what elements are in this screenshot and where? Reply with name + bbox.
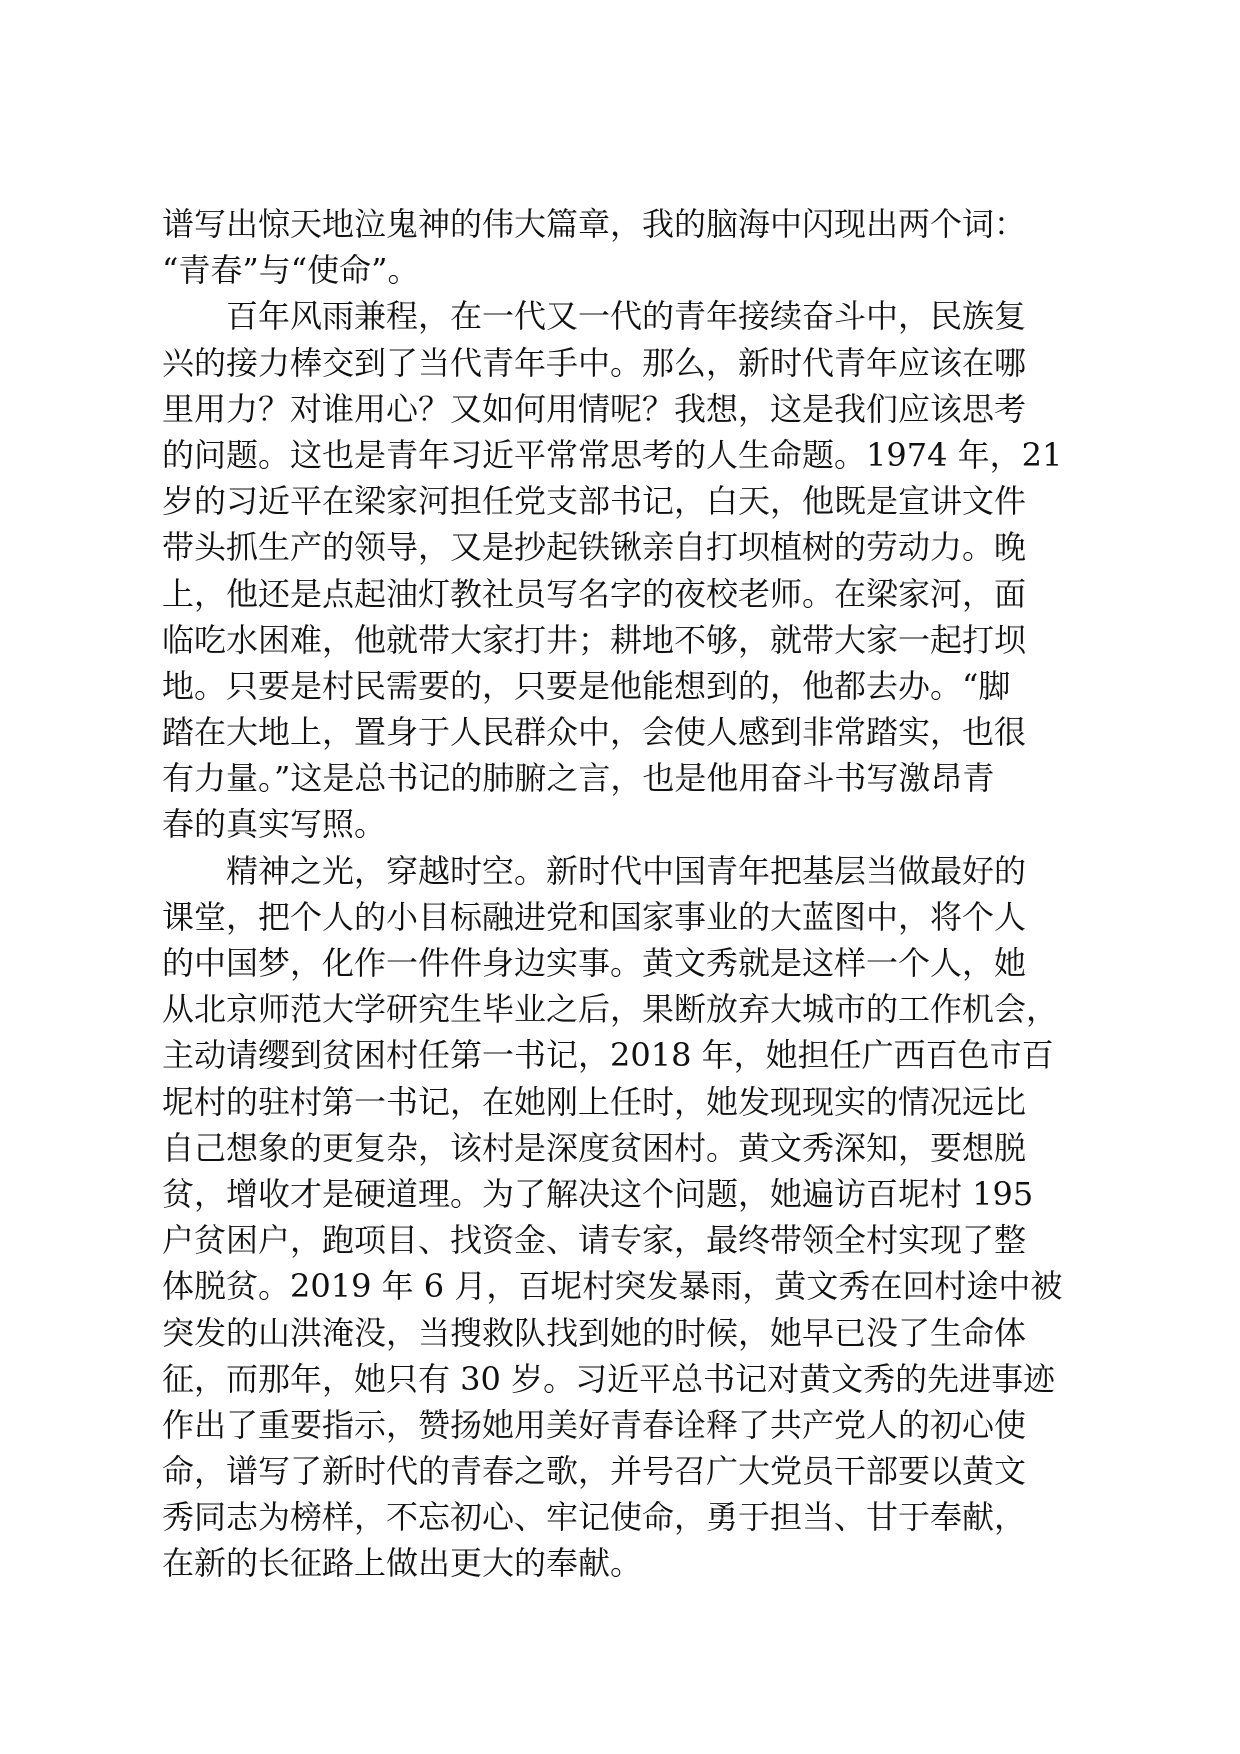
text-line: 的问题。这也是青年习近平常常思考的人生命题。1974 年，21: [162, 435, 1063, 474]
text-line: 里用力？对谁用心？又如何用情呢？我想，这是我们应该思考: [162, 389, 1027, 428]
text-line: 踏在大地上，置身于人民群众中，会使人感到非常踏实，也很: [162, 713, 1027, 752]
text-line: 自己想象的更复杂，该村是深度贫困村。黄文秀深知，要想脱: [162, 1128, 1027, 1167]
text-line: 春的真实写照。: [162, 805, 387, 844]
paragraph-first-line: 百年风雨兼程，在一代又一代的青年接续奋斗中，民族复: [226, 297, 1027, 336]
text-line: 在新的长征路上做出更大的奉献。: [162, 1544, 643, 1583]
text-line: 贫，增收才是硬道理。为了解决这个问题，她遍访百坭村 195: [162, 1174, 1034, 1213]
text-line: 突发的山洪淹没，当搜救队找到她的时候，她早已没了生命体: [162, 1313, 1027, 1352]
text-line: 坭村的驻村第一书记，在她刚上任时，她发现现实的情况远比: [162, 1082, 1027, 1121]
text-line: 临吃水困难，他就带大家打井；耕地不够，就带大家一起打坝: [162, 620, 1027, 659]
text-line: 带头抓生产的领导，又是抄起铁锹亲自打坝植树的劳动力。晚: [162, 528, 1027, 567]
text-line: 主动请缨到贫困村任第一书记，2018 年，她担任广西百色市百: [162, 1036, 1054, 1075]
text-line: 谱写出惊天地泣鬼神的伟大篇章，我的脑海中闪现出两个词：: [162, 205, 1027, 243]
text-line: 岁的习近平在梁家河担任党支部书记，白天，他既是宣讲文件: [162, 482, 1027, 521]
text-line: 课堂，把个人的小目标融进党和国家事业的大蓝图中，将个人: [162, 897, 1027, 936]
text-line: 兴的接力棒交到了当代青年手中。那么，新时代青年应该在哪: [162, 343, 1027, 382]
text-line: 秀同志为榜样，不忘初心、牢记使命，勇于担当、甘于奉献，: [162, 1498, 1027, 1537]
text-line: 有力量。”这是总书记的肺腑之言，也是他用奋斗书写激昂青: [162, 759, 995, 798]
text-line: 上，他还是点起油灯教社员写名字的夜校老师。在梁家河，面: [162, 574, 1027, 613]
text-line: 命，谱写了新时代的青春之歌，并号召广大党员干部要以黄文: [162, 1452, 1027, 1491]
body-text: [162, 201, 1102, 1587]
text-line: “青春”与“使命”。: [162, 251, 420, 290]
text-line: 地。只要是村民需要的，只要是他能想到的，他都去办。“脚: [162, 666, 1011, 705]
text-line: 征，而那年，她只有 30 岁。习近平总书记对黄文秀的先进事迹: [162, 1359, 1056, 1398]
paragraph-first-line: 精神之光，穿越时空。新时代中国青年把基层当做最好的: [226, 851, 1027, 890]
text-line: 从北京师范大学研究生毕业之后，果断放弃大城市的工作机会，: [162, 990, 1059, 1029]
text-line: 的中国梦，化作一件件身边实事。黄文秀就是这样一个人，她: [162, 944, 1027, 982]
text-line: 作出了重要指示，赞扬她用美好青春诠释了共产党人的初心使: [162, 1405, 1027, 1444]
text-line: 体脱贫。2019 年 6 月，百坭村突发暴雨，黄文秀在回村途中被: [162, 1267, 1063, 1306]
text-line: 户贫困户，跑项目、找资金、请专家，最终带领全村实现了整: [162, 1221, 1027, 1260]
